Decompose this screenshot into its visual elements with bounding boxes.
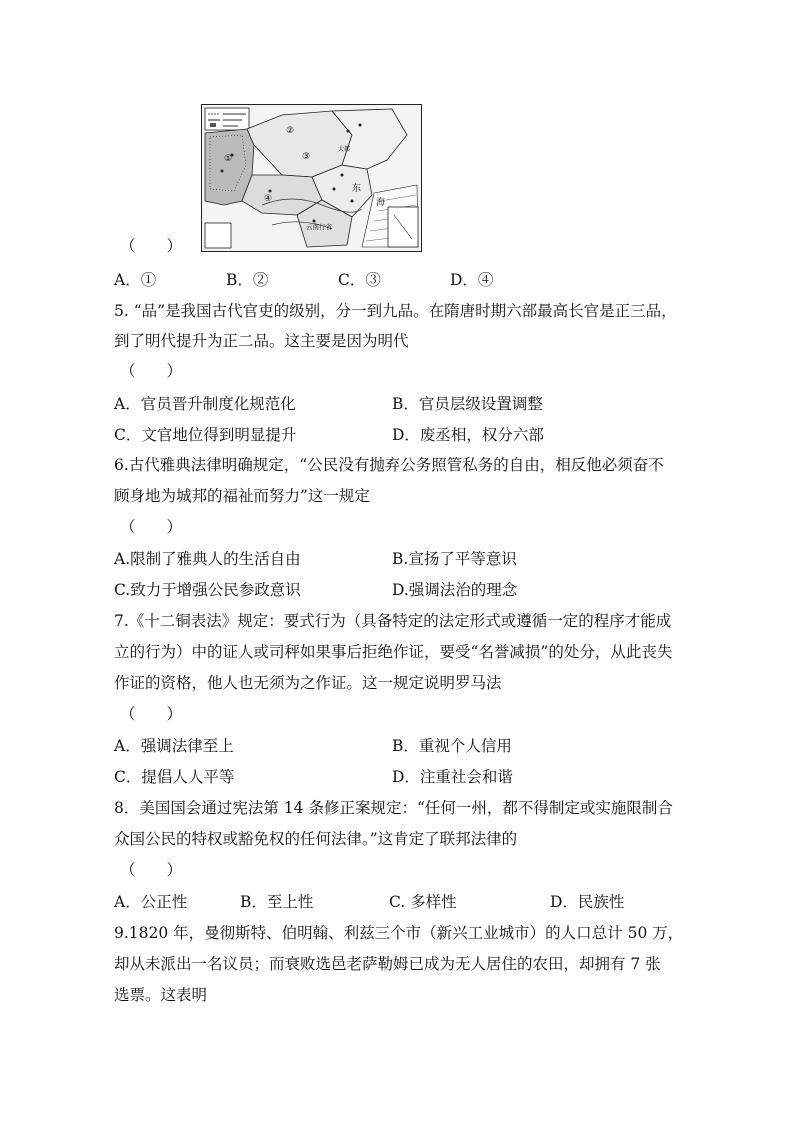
q4-option-b: B．② — [226, 271, 269, 289]
map-label-sea: 海 — [376, 198, 386, 208]
map-label-1: ① — [224, 154, 233, 164]
q8-stem-line-2: 众国公民的特权或豁免权的任何法律。”这肯定了联邦法律的 — [114, 830, 518, 848]
q8-option-a: A．公正性 — [114, 893, 188, 911]
q6-option-a: A.限制了雅典人的生活自由 — [114, 550, 301, 568]
q5-stem-line-2: 到了明代提升为正二品。这主要是因为明代 — [114, 332, 409, 350]
q7-answer-blank: （ ） — [120, 705, 183, 723]
q5-option-b: B．官员层级设置调整 — [392, 395, 543, 413]
yuan-dynasty-map — [201, 104, 422, 252]
q6-stem-line-1: 6.古代雅典法律明确规定，“公民没有抛弃公务照管私务的自由，相反他必须奋不 — [114, 456, 664, 474]
q5-option-c: C．文官地位得到明显提升 — [114, 426, 297, 444]
q4-option-c: C．③ — [338, 271, 381, 289]
q7-option-b: B．重视个人信用 — [392, 737, 512, 755]
map-label-4: ④ — [264, 194, 273, 204]
q4-option-a: A．① — [114, 271, 157, 289]
map-label-yunnan: 云南行省 — [306, 223, 332, 231]
q9-stem-line-1: 9.1820 年，曼彻斯特、伯明翰、利兹三个市（新兴工业城市）的人口总计 50 万， — [114, 924, 684, 942]
q6-answer-blank: （ ） — [120, 518, 183, 536]
map-label-east: 东 — [352, 184, 362, 194]
q4-answer-blank: （ ） — [120, 237, 183, 255]
q4-option-d: D．④ — [450, 271, 494, 289]
map-label-dadu: 大都 — [338, 146, 351, 153]
q9-stem-line-2: 却从未派出一名议员；而衰败选邑老萨勒姆已成为无人居住的农田，却拥有 7 张 — [114, 955, 661, 973]
q6-option-d: D.强调法治的理念 — [392, 581, 518, 599]
q7-stem-line-3: 作证的资格，他人也无须为之作证。这一规定说明罗马法 — [114, 674, 502, 692]
q8-stem-line-1: 8．美国国会通过宪法第 14 条修正案规定：“任何一州，都不得制定或实施限制合 — [114, 799, 673, 817]
q5-option-d: D．废丞相，权分六部 — [392, 426, 544, 444]
q9-stem-line-3: 选票。这表明 — [114, 986, 208, 1004]
q7-option-d: D．注重社会和谐 — [392, 768, 513, 786]
q6-option-b: B.宣扬了平等意识 — [392, 550, 517, 568]
q8-option-d: D．民族性 — [550, 893, 625, 911]
q7-stem-line-2: 立的行为）中的证人或司秤如果事后拒绝作证，要受“名誉减损”的处分，从此丧失 — [114, 643, 673, 661]
q5-answer-blank: （ ） — [120, 362, 183, 380]
q6-option-c: C.致力于增强公民参政意识 — [114, 581, 301, 599]
q5-option-a: A．官员晋升制度化规范化 — [114, 395, 296, 413]
q8-answer-blank: （ ） — [120, 861, 183, 879]
q7-option-c: C．提倡人人平等 — [114, 768, 235, 786]
q8-option-b: B．至上性 — [240, 893, 314, 911]
map-drawing — [202, 105, 421, 251]
q8-option-c: C. 多样性 — [389, 893, 457, 911]
map-label-2: ② — [286, 126, 295, 136]
q5-stem-line-1: 5. “品”是我国古代官吏的级别，分一到九品。在隋唐时期六部最高长官是正三品， — [114, 302, 677, 320]
q7-stem-line-1: 7.《十二铜表法》规定：要式行为（具备特定的法定形式或遵循一定的程序才能成 — [114, 612, 672, 630]
q6-stem-line-2: 顾身地为城邦的福祉而努力”这一规定 — [114, 487, 370, 505]
q7-option-a: A．强调法律至上 — [114, 737, 234, 755]
map-label-3: ③ — [302, 152, 311, 162]
